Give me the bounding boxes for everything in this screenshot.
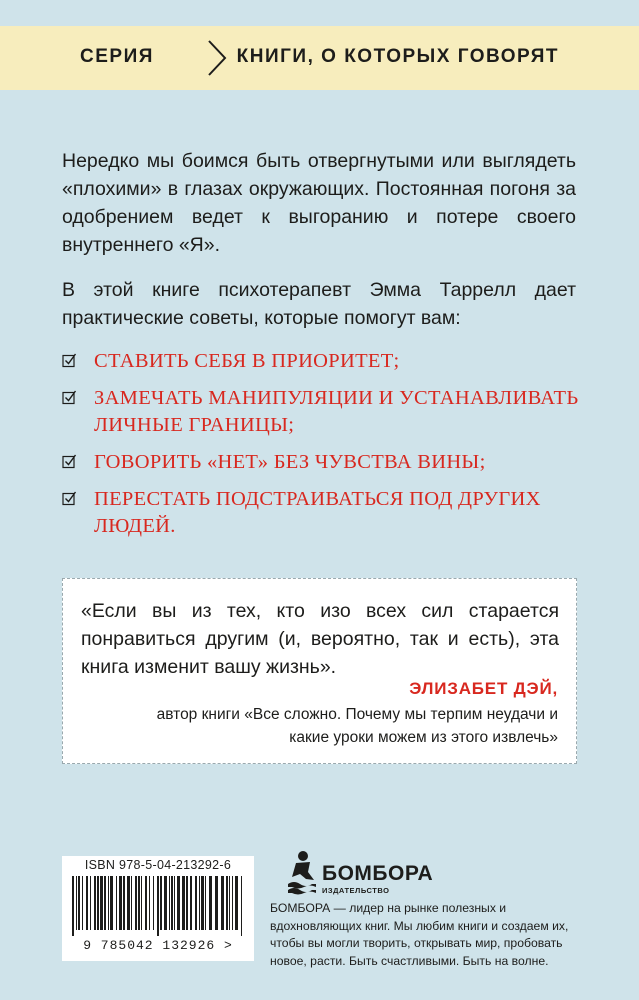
checklist-item xyxy=(62,449,582,476)
barcode-bar xyxy=(141,876,142,930)
barcode-bar xyxy=(209,876,212,930)
barcode-bar xyxy=(123,876,125,930)
barcode-bar xyxy=(104,876,106,930)
quote-source: автор книги «Все сложно. Почему мы терпим неудачи и какие уроки можем из этого извлечь» xyxy=(156,706,558,746)
barcode-bar xyxy=(182,876,185,930)
barcode-bar xyxy=(186,876,188,930)
barcode-bar xyxy=(241,876,242,936)
checklist-item xyxy=(62,348,582,375)
checkbox-icon xyxy=(62,491,77,506)
checklist-item-text: ЗАМЕЧАТЬ МАНИПУЛЯЦИИ И УСТАНАВЛИВАТЬ ЛИЧНЫЕ ГРАНИЦЫ; xyxy=(94,387,579,436)
bombora-figure-icon xyxy=(286,850,318,896)
barcode-bar xyxy=(226,876,228,930)
barcode-bar xyxy=(195,876,197,930)
publisher-name: БОМБОРА xyxy=(322,862,434,885)
barcode-bar xyxy=(82,876,83,930)
isbn-barcode xyxy=(62,856,254,961)
description-paragraph-1: Нередко мы боимся быть отвергнутыми или выглядеть «плохими» в глазах окружающих. Постоянная погоня за одобрением ведет к выгоранию и потере своего внутреннего «Я». xyxy=(62,150,576,256)
barcode-bar xyxy=(78,876,80,930)
publisher-subtitle: ИЗДАТЕЛЬСТВО xyxy=(322,886,390,895)
barcode-bar xyxy=(145,876,147,930)
checklist-item-text: ГОВОРИТЬ «НЕТ» БЕЗ ЧУВСТВА ВИНЫ; xyxy=(94,451,486,473)
series-banner xyxy=(0,26,639,90)
barcode-bar xyxy=(235,876,238,930)
quote-author: ЭЛИЗАБЕТ ДЭЙ, xyxy=(409,679,558,698)
checkbox-icon xyxy=(62,353,77,368)
barcode-bar xyxy=(190,876,192,930)
barcode-bar xyxy=(157,876,159,936)
barcode-bar xyxy=(110,876,113,930)
barcode-bar xyxy=(169,876,170,930)
barcode-bar xyxy=(131,876,132,930)
quote-text: «Если вы из тех, кто изо всех сил старается понравиться другим (и, вероятно, так и есть), эта книга изменит вашу жизнь». xyxy=(81,600,559,678)
checklist-item xyxy=(62,385,582,439)
barcode-bar xyxy=(160,876,162,930)
barcode-bar xyxy=(177,876,180,930)
barcode-bar xyxy=(127,876,130,930)
barcode-bar xyxy=(229,876,230,930)
chevron-right-icon xyxy=(205,38,229,78)
barcode-bar xyxy=(108,876,109,930)
barcode-bar xyxy=(171,876,173,930)
checkbox-icon xyxy=(62,390,77,405)
barcode-bar xyxy=(86,876,88,930)
series-label: СЕРИЯ xyxy=(80,46,154,67)
isbn-number: ISBN 978-5-04-213292-6 xyxy=(84,858,232,872)
barcode-bar xyxy=(135,876,137,930)
barcode-bar xyxy=(199,876,200,930)
quote-box xyxy=(62,578,577,764)
barcode-bar xyxy=(119,876,122,930)
checklist-item xyxy=(62,486,582,540)
barcode-bar xyxy=(205,876,206,930)
barcode-bar xyxy=(221,876,224,930)
description-paragraph-2: В этой книге психотерапевт Эмма Таррелл дает практические советы, которые помогут вам: xyxy=(62,279,576,329)
publisher-description: БОМБОРА — лидер на рынке полезных и вдохновляющих книг. Мы любим книги и создаем их, чтобы вы могли творить, открывать мир, пробовать новое, расти. Быть счастливыми. Быть на волне. xyxy=(270,901,569,968)
benefits-checklist xyxy=(62,348,582,550)
barcode-bar xyxy=(138,876,140,930)
barcode-bar xyxy=(72,876,74,936)
barcode-icon xyxy=(70,876,246,936)
barcode-bar xyxy=(174,876,175,930)
barcode-bar xyxy=(201,876,204,930)
barcode-bar xyxy=(94,876,96,930)
barcode-digits: 9 785042 132926 > xyxy=(83,938,233,953)
barcode-bar xyxy=(97,876,99,930)
barcode-bar xyxy=(116,876,117,930)
barcode-bar xyxy=(90,876,91,930)
barcode-bar xyxy=(215,876,218,930)
barcode-bar xyxy=(153,876,154,930)
checklist-item-text: ПЕРЕСТАТЬ ПОДСТРАИВАТЬСЯ ПОД ДРУГИХ ЛЮДЕЙ. xyxy=(94,488,541,537)
checkbox-icon xyxy=(62,454,77,469)
checklist-item-text: СТАВИТЬ СЕБЯ В ПРИОРИТЕТ; xyxy=(94,350,400,372)
barcode-bar xyxy=(164,876,167,930)
barcode-bar xyxy=(76,876,77,930)
barcode-bar xyxy=(232,876,233,930)
barcode-bar xyxy=(100,876,103,930)
series-name: КНИГИ, О КОТОРЫХ ГОВОРЯТ xyxy=(236,46,559,67)
barcode-bar xyxy=(149,876,150,930)
